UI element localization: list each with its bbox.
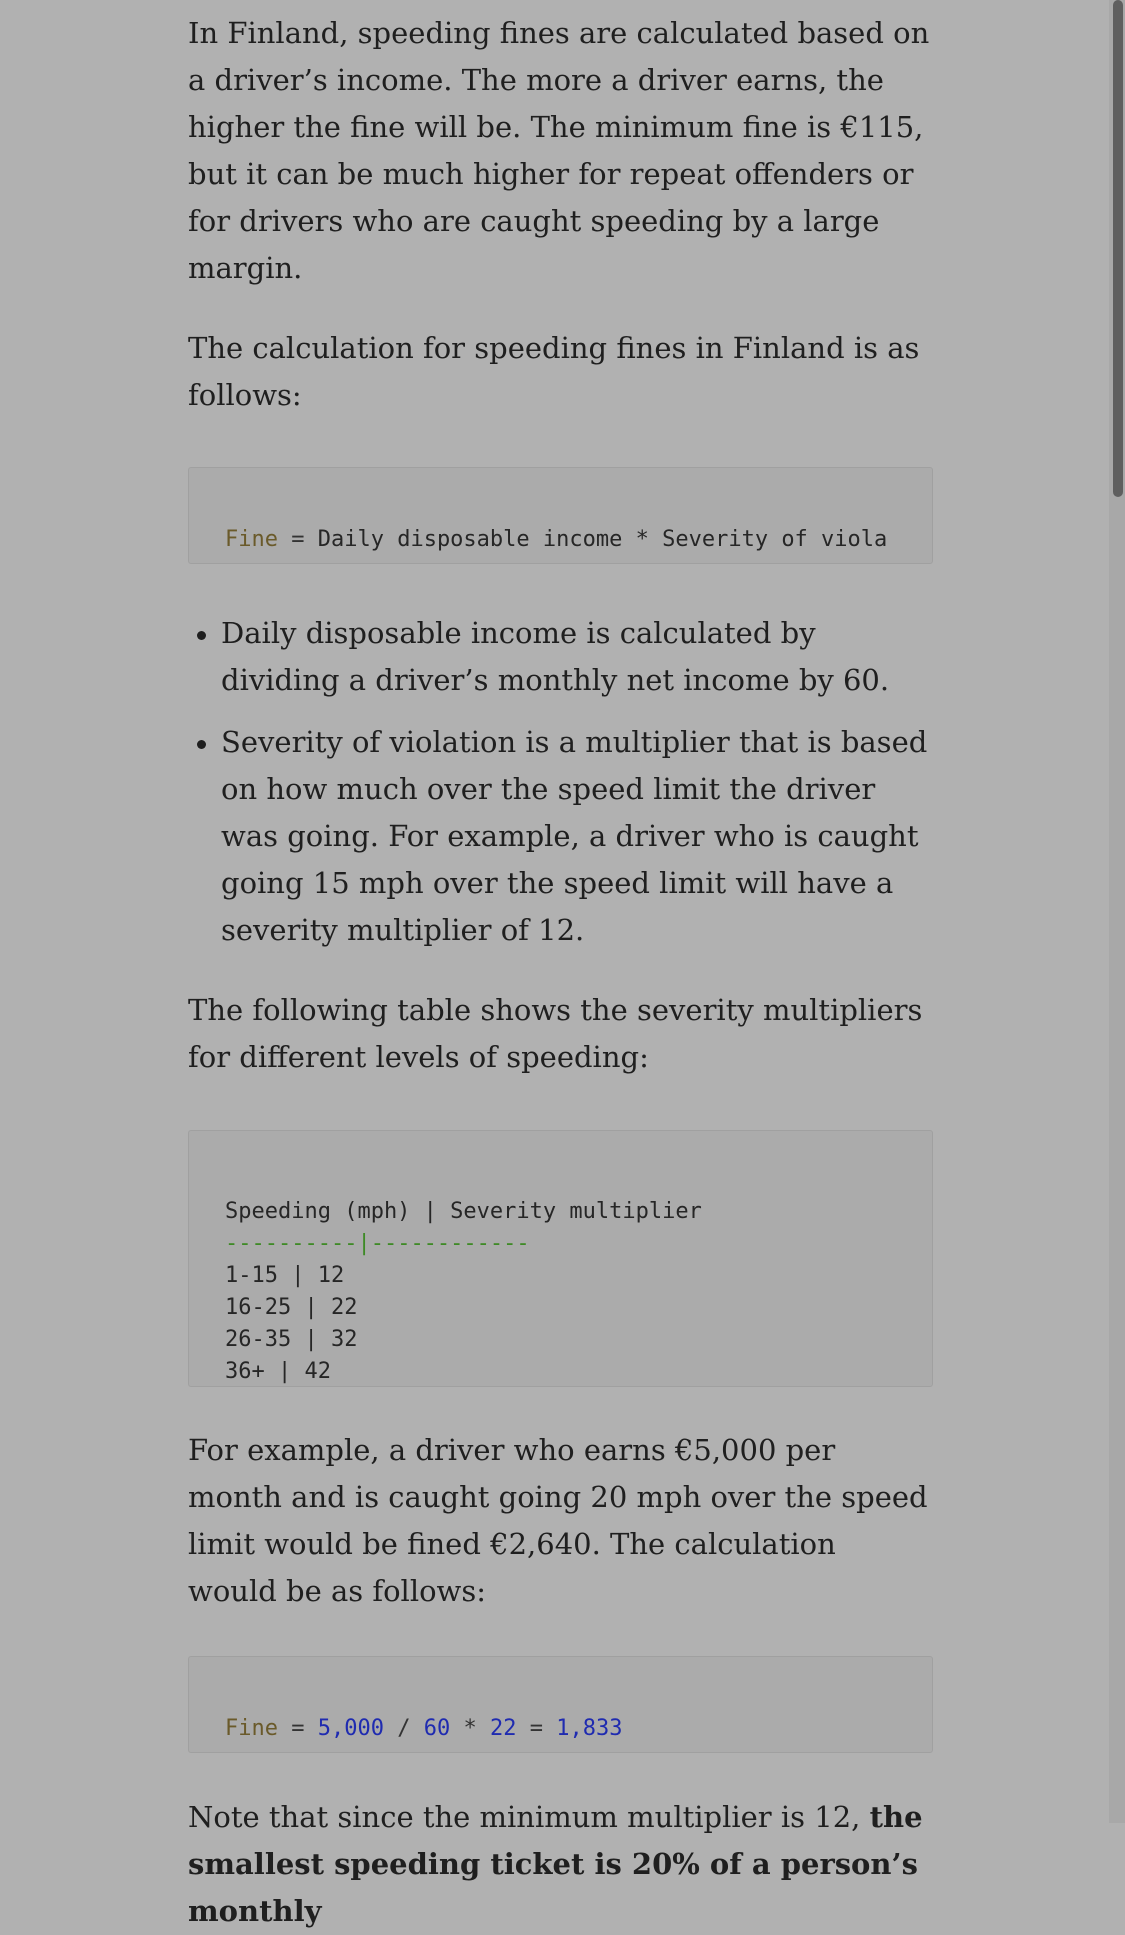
code-block-example[interactable]: Fine = 5,000 / 60 * 22 = 1,833	[188, 1656, 933, 1753]
code-block-table[interactable]	[188, 1130, 933, 1387]
note-emphasis: the smallest speeding ticket is 20% of a person’s monthly	[188, 1800, 923, 1928]
paragraph-table-intro: The following table shows the severity multipliers for different levels of speeding:	[188, 993, 923, 1074]
code-block-formula[interactable]: Fine = Daily disposable income * Severity of viola	[188, 467, 933, 564]
bullet-list	[188, 610, 933, 954]
table-separator: ----------|------------	[225, 1231, 530, 1256]
scrollbar[interactable]	[1109, 0, 1125, 1823]
table-row: 36+ | 42	[225, 1359, 331, 1384]
paragraph-note: Note that since the minimum multiplier is 12, the smallest speeding ticket is 20% of a person’s monthly	[188, 1800, 923, 1928]
table-row: 1-15 | 12	[225, 1263, 345, 1288]
list-item: Severity of violation is a multiplier that is based on how much over the speed limit the driver was going. For example, a driver who is caught going 15 mph over the speed limit will have a severity multiplier of 12.	[188, 719, 933, 954]
paragraph-calculation-intro: The calculation for speeding fines in Finland is as follows:	[188, 331, 920, 412]
table-row: 16-25 | 22	[225, 1295, 358, 1320]
paragraph-intro: In Finland, speeding fines are calculated based on a driver’s income. The more a driver earns, the higher the fine will be. The minimum fine is €115, but it can be much higher for repeat offenders or for drivers who are caught speeding by a large margin.	[188, 16, 930, 285]
code-token-variable: Fine	[225, 527, 278, 552]
scrollbar-thumb[interactable]	[1113, 0, 1123, 497]
code-token-expression: Daily disposable income * Severity of viola	[317, 527, 888, 552]
table-header: Speeding (mph) | Severity multiplier	[225, 1199, 702, 1224]
list-item: Daily disposable income is calculated by dividing a driver’s monthly net income by 60.	[188, 610, 933, 704]
response-content	[188, 6, 933, 1935]
table-row: 26-35 | 32	[225, 1327, 358, 1352]
paragraph-example: For example, a driver who earns €5,000 per month and is caught going 20 mph over the speed limit would be fined €2,640. The calculation would be as follows:	[188, 1433, 928, 1608]
